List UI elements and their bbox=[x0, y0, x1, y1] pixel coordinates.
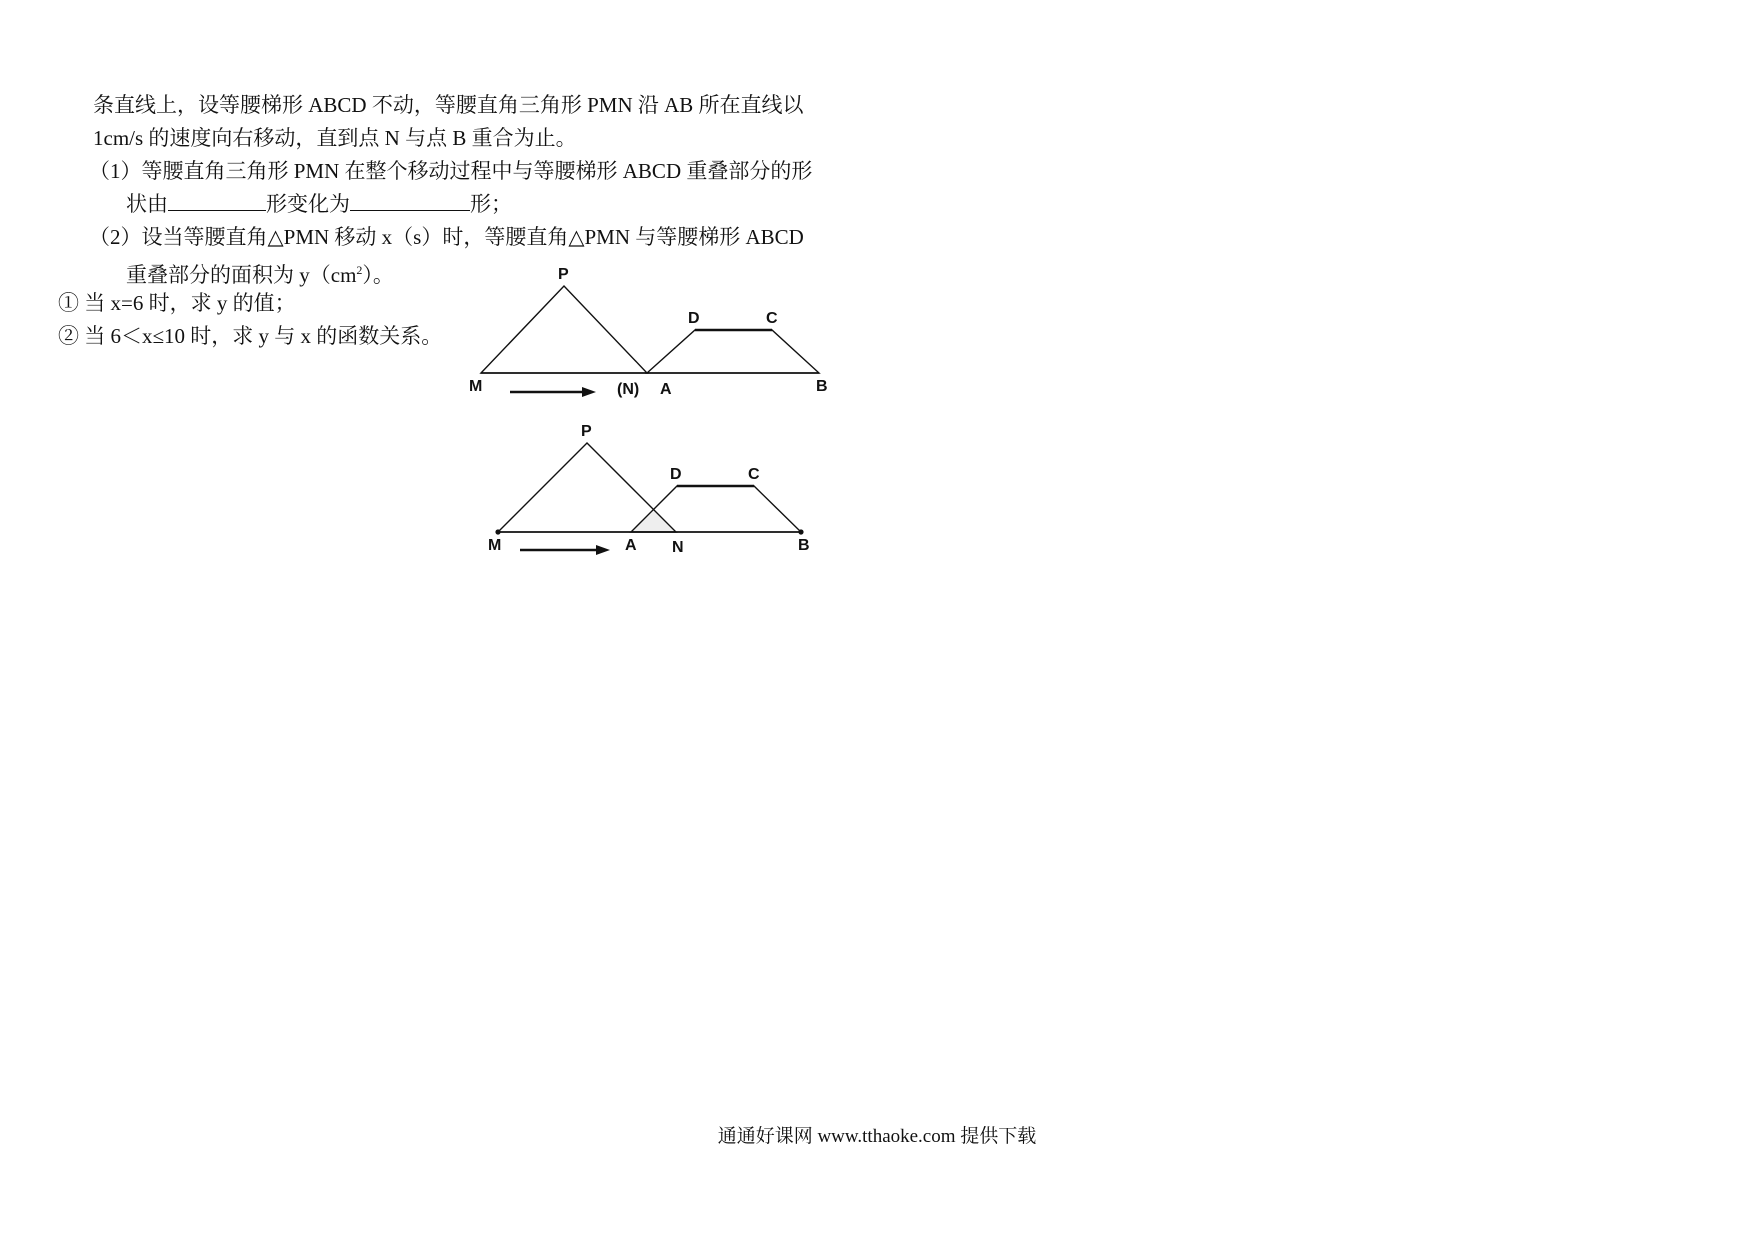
question1-line2 bbox=[126, 190, 512, 218]
label-p: P bbox=[581, 423, 592, 440]
subquestion-2: ② 当 6＜x≤10 时，求 y 与 x 的函数关系。 bbox=[58, 324, 443, 348]
label-d: D bbox=[688, 310, 700, 327]
question2-text-b: ）。 bbox=[362, 263, 394, 287]
label-a: A bbox=[660, 381, 672, 398]
label-m: M bbox=[488, 537, 502, 554]
label-b: B bbox=[798, 537, 810, 554]
overlap-region bbox=[631, 511, 676, 532]
figure-1 bbox=[460, 260, 840, 410]
problem-intro-line2: 1cm/s 的速度向右移动，直到点 N 与点 B 重合为止。 bbox=[93, 126, 577, 150]
label-m: M bbox=[469, 378, 483, 395]
point-m-dot bbox=[495, 529, 500, 534]
arrow-head-icon bbox=[596, 545, 610, 555]
point-b-dot bbox=[798, 529, 803, 534]
label-a: A bbox=[625, 537, 637, 554]
figure-2 bbox=[480, 410, 840, 560]
label-d: D bbox=[670, 466, 682, 483]
answer-blank-2 bbox=[350, 190, 470, 211]
label-c: C bbox=[748, 466, 760, 483]
label-n: N bbox=[672, 539, 684, 556]
question1-text-a: 状由 bbox=[126, 192, 168, 216]
answer-blank-1 bbox=[168, 190, 266, 211]
question2-line1: （2）设当等腰直角△PMN 移动 x（s）时，等腰直角△PMN 与等腰梯形 ABCD bbox=[89, 225, 804, 249]
triangle-pmn bbox=[481, 286, 647, 373]
label-c: C bbox=[766, 310, 778, 327]
question1-line1: （1）等腰直角三角形 PMN 在整个移动过程中与等腰梯形 ABCD 重叠部分的形 bbox=[89, 159, 813, 183]
subquestion-1: ① 当 x=6 时，求 y 的值； bbox=[58, 291, 296, 315]
label-n: (N) bbox=[617, 381, 640, 398]
question2-line2 bbox=[126, 256, 394, 289]
question1-text-c: 形； bbox=[470, 192, 512, 216]
footer-source-text: 通通好课网 www.tthaoke.com 提供下载 bbox=[717, 1126, 1037, 1147]
label-p: P bbox=[558, 266, 569, 283]
square-superscript: 2 bbox=[356, 263, 363, 277]
label-b: B bbox=[816, 378, 828, 395]
trapezoid-abcd bbox=[647, 330, 819, 373]
question1-text-b: 形变化为 bbox=[266, 192, 350, 216]
question2-text-a: 重叠部分的面积为 y（cm bbox=[126, 263, 357, 287]
arrow-head-icon bbox=[582, 387, 596, 397]
problem-intro-line1: 条直线上，设等腰梯形 ABCD 不动，等腰直角三角形 PMN 沿 AB 所在直线以 bbox=[93, 93, 804, 117]
